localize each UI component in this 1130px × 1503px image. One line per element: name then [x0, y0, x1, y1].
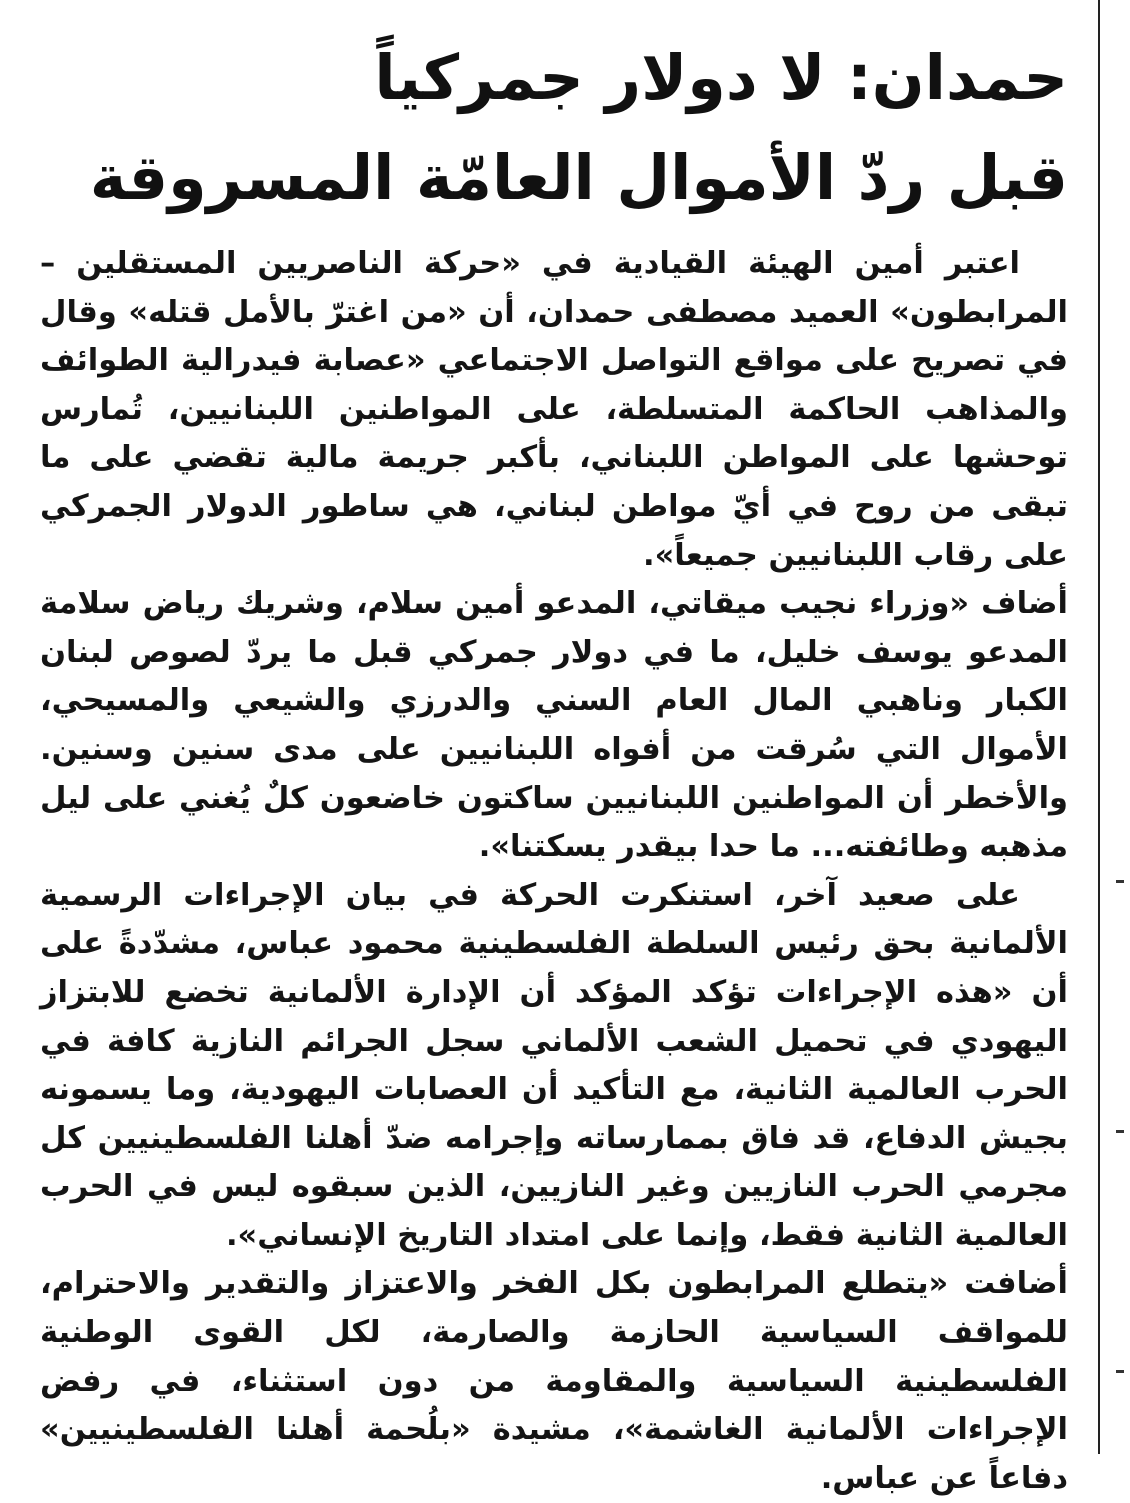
paragraph-4: أضافت «يتطلع المرابطون بكل الفخر والاعتزاز والتقدير والاحترام، للمواقف السياسية الحازمة والصارمة، لكل القوى الوطنية الفلسطينية السياسية والمقاومة من دون استثناء، في رفض الإجراءات الألمانية الغاشمة»، مشيدة «بلُحمة أهلنا الفلسطينيين» دفاعاً عن عباس.: [40, 1266, 1068, 1496]
column-rule: [1098, 0, 1100, 1454]
paragraph-1: اعتبر أمين الهيئة القيادية في «حركة الناصريين المستقلين – المرابطون» العميد مصطفى حمدان، أن «من اغترّ بالأمل قتله» وقال في تصريح على مواقع التواصل الاجتماعي «عصابة فيدرالية الطوائف والمذاهب الحاكمة المتسلطة، على المواطنين اللبنانيين، تُمارس توحشها على المواطن اللبناني، بأكبر جريمة مالية تقضي على ما تبقى من روح في أيّ مواطن لبناني، هي ساطور الدولار الجمركي على رقاب اللبنانيين جميعاً».: [40, 246, 1068, 573]
paragraph-3: على صعيد آخر، استنكرت الحركة في بيان الإجراءات الرسمية الألمانية بحق رئيس السلطة الفلسطينية محمود عباس، مشدّدةً على أن «هذه الإجراءات تؤكد المؤكد أن الإدارة الألمانية تخضع للابتزاز اليهودي في تحميل الشعب الألماني سجل الجرائم النازية كافة في الحرب العالمية الثانية، مع التأكيد أن العصابات اليهودية، وما يسمونه بجيش الدفاع، قد فاق بممارساته وإجرامه ضدّ أهلنا الفلسطينيين كل مجرمي الحرب النازيين وغير النازيين، الذين سبقوه ليس في الحرب العالمية الثانية فقط، وإنما على امتداد التاريخ الإنساني».: [40, 877, 1068, 1253]
headline-line-2: قبل ردّ الأموال العامّة المسروقة: [89, 141, 1068, 214]
article: [40, 28, 1068, 1503]
headline-line-1: حمدان: لا دولار جمركياً: [374, 41, 1068, 114]
paragraph-2: أضاف «وزراء نجيب ميقاتي، المدعو أمين سلام، وشريك رياض سلامة المدعو يوسف خليل، ما في دولار جمركي قبل ما يردّ لصوص لبنان الكبار وناهبي المال العام السني والدرزي والشيعي والمسيحي، الأموال التي سُرقت من أفواه اللبنانيين على مدى سنين وسنين. والأخطر أن المواطنين اللبنانيين ساكتون خاضعون كلٌ يُغني على ليل مذهبه وطائفته... ما حدا بيقدر يسكتنا».: [40, 586, 1068, 865]
adjacent-column-edge: [1110, 0, 1130, 1454]
article-body: [40, 240, 1068, 1503]
